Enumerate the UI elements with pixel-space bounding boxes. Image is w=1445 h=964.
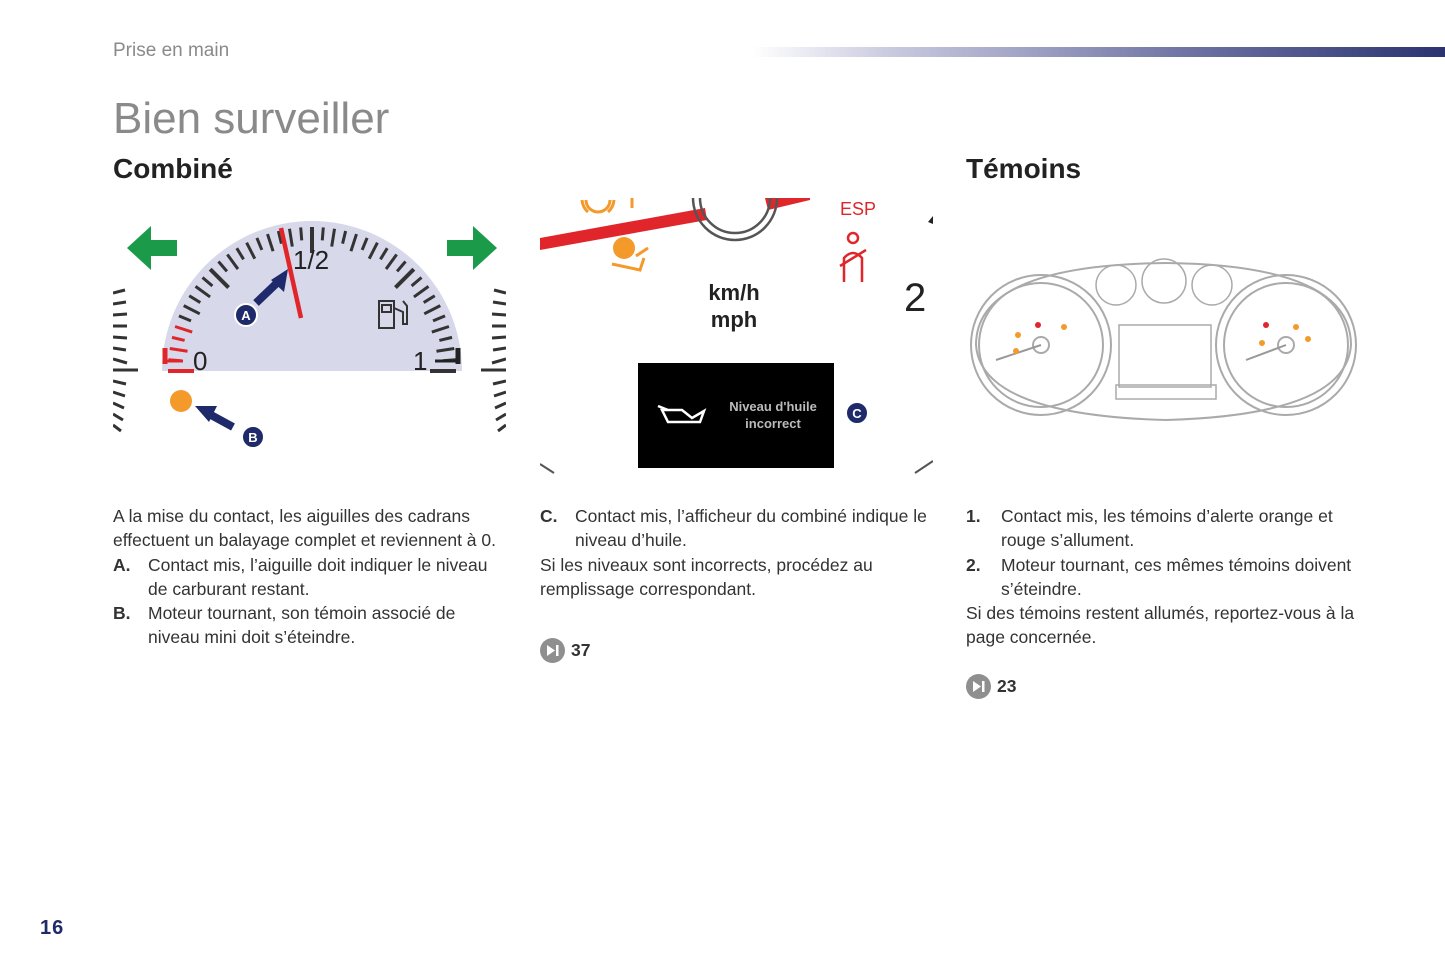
callout-c-badge [846,402,868,424]
header-gradient-bar [752,47,1445,57]
middle-text [540,504,935,601]
airbag-warning-icon [612,237,648,270]
svg-text:C: C [852,406,862,421]
page-ref-link[interactable] [966,674,1016,699]
list-item [540,504,935,553]
next-page-icon [966,674,991,699]
oil-message-line2: incorrect [745,416,801,431]
list-item-label: C. [540,506,558,526]
middle-note: Si les niveaux sont incorrects, procédez au remplissage correspondant. [540,554,873,599]
gauge-zero-label: 0 [193,346,208,376]
oil-message-line1: Niveau d'huile [729,399,817,414]
arrow-b-icon [195,406,233,427]
combine-text [113,504,508,650]
gauge-half-label: 1/2 [293,245,330,275]
gauge-one-label: 1 [413,346,428,376]
fuel-gauge-illustration [113,198,506,478]
trip-computer-screen [638,363,834,468]
warning-lights [1013,322,1311,354]
list-item-label: 2. [966,554,981,575]
combine-intro: A la mise du contact, les aiguilles des cadrans effectuent un balayage complet et reviennent à 0. [113,506,497,551]
page-number: 16 [40,917,65,939]
temoins-note: Si des témoins restent allumés, reportez-vous à la page concernée. [966,603,1355,648]
brake-warning-icon [582,198,632,212]
instrument-cluster-illustration [966,255,1358,425]
turn-left-arrow-icon [127,226,177,270]
svg-text:B: B [248,430,258,445]
list-item [966,553,1366,602]
section-label: Prise en main [113,40,230,61]
list-item [966,504,1366,553]
list-item-text: Moteur tournant, ces mêmes témoins doivent s’éteindre. [1001,554,1352,599]
speed-unit-mph: mph [710,307,758,332]
callout-a-badge [235,304,257,326]
low-fuel-warning-light [170,390,192,412]
callout-b-badge [242,426,264,448]
list-item [113,553,508,602]
page-title: Bien surveiller [113,94,390,143]
list-item-label: B. [113,603,131,624]
seatbelt-warning-icon [840,233,866,282]
heading-combine: Combiné [113,153,233,184]
list-item [113,601,508,650]
speed-unit-kmh: km/h [708,280,760,305]
speed-digit-partial: 2 [904,276,927,320]
right-dial-ticks [481,290,506,431]
page-ref-number: 37 [571,640,591,660]
esp-warning-label: ESP [840,199,877,219]
heading-temoins: Témoins [966,153,1082,184]
list-item-text: Contact mis, l’afficheur du combiné indique le niveau d’huile. [575,506,927,551]
speedo-needle-right [765,198,810,210]
svg-text:A: A [241,308,251,323]
gauge-tick [301,227,302,240]
page-ref-link[interactable] [540,638,590,663]
list-item-text: Contact mis, l’aiguille doit indiquer le niveau de carburant restant. [148,554,488,599]
list-item-text: Moteur tournant, son témoin associé de niveau mini doit s’éteindre. [148,603,456,648]
next-page-icon [540,638,565,663]
speedometer-hub [693,198,777,240]
center-display [1119,325,1211,387]
page-ref-number: 23 [997,676,1017,696]
turn-right-arrow-icon [447,226,497,270]
temoins-text [966,504,1366,650]
oil-display-illustration [540,198,933,478]
gauge-tick [322,227,323,240]
list-item-label: A. [113,554,131,575]
list-item-label: 1. [966,506,981,526]
left-dial-ticks [113,290,138,431]
list-item-text: Contact mis, les témoins d’alerte orange et rouge s’allument. [1001,506,1333,551]
